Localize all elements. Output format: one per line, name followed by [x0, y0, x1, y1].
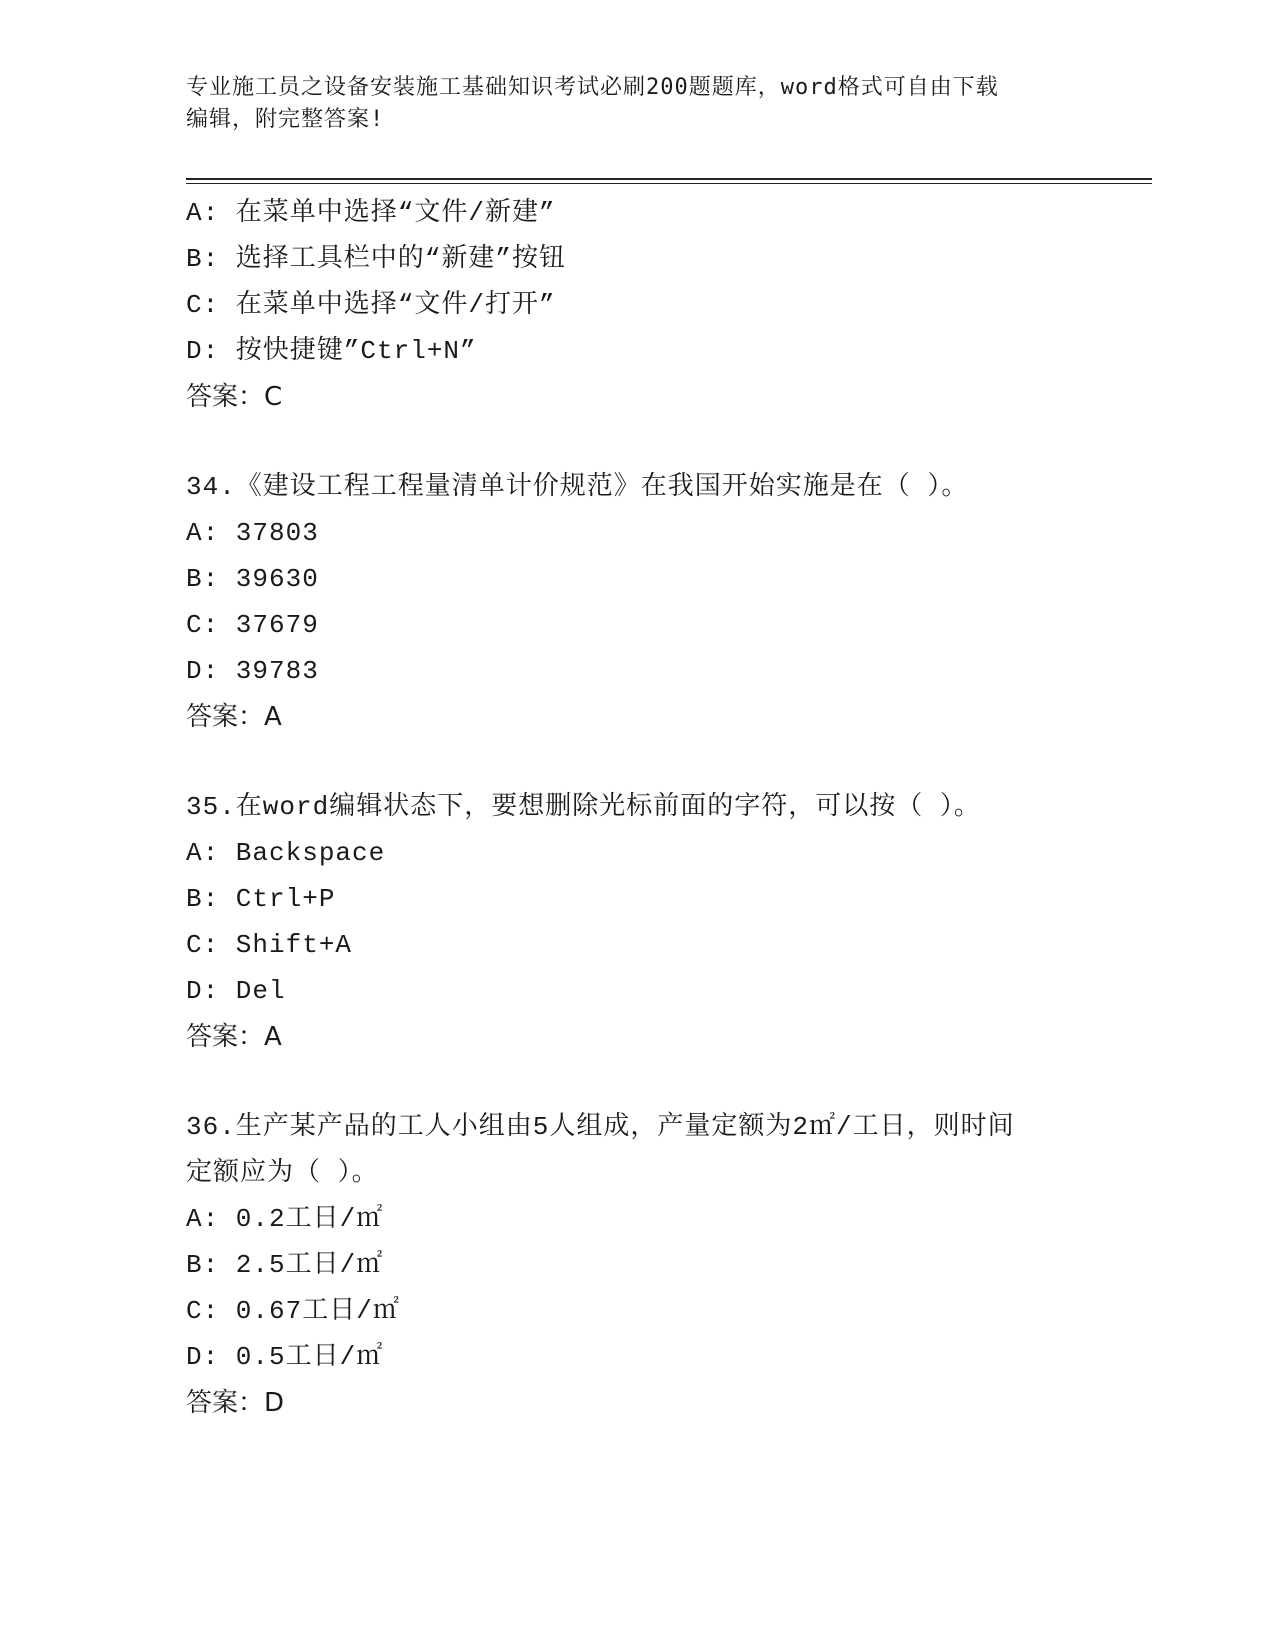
option-a: A: 0.2工日/㎡ — [186, 1204, 384, 1234]
answer: 答案：C — [186, 382, 283, 412]
question-text: 34.《建设工程工程量清单计价规范》在我国开始实施是在（ ）。 — [186, 472, 969, 502]
option-d: D: 0.5工日/㎡ — [186, 1342, 384, 1372]
header-title-line-2: 编辑，附完整答案! — [186, 107, 385, 132]
option-b: B: 选择工具栏中的“新建”按钮 — [186, 244, 567, 274]
question-content — [186, 190, 1086, 1426]
question-36 — [186, 1104, 1086, 1426]
question-spacer — [186, 1060, 1086, 1104]
option-d: D: 按快捷键”Ctrl+N” — [186, 336, 477, 366]
question-35 — [186, 784, 1086, 1060]
question-text-line-2: 定额应为（ ）。 — [186, 1158, 379, 1188]
option-c: C: 37679 — [186, 610, 319, 640]
option-b: B: 2.5工日/㎡ — [186, 1250, 384, 1280]
question-33 — [186, 190, 1086, 420]
option-d: D: Del — [186, 976, 286, 1006]
header-divider-thick — [186, 178, 1152, 180]
option-b: B: Ctrl+P — [186, 884, 336, 914]
answer: 答案：D — [186, 1388, 285, 1418]
header-divider-thin — [186, 183, 1152, 184]
question-spacer — [186, 420, 1086, 464]
answer: 答案：A — [186, 1022, 282, 1052]
question-text: 35.在word编辑状态下，要想删除光标前面的字符，可以按（ ）。 — [186, 792, 981, 822]
option-d: D: 39783 — [186, 656, 319, 686]
option-a: A: 在菜单中选择“文件/新建” — [186, 198, 556, 228]
option-a: A: 37803 — [186, 518, 319, 548]
header-title-line-1: 专业施工员之设备安装施工基础知识考试必刷200题题库，word格式可自由下载 — [186, 75, 999, 100]
option-c: C: Shift+A — [186, 930, 353, 960]
question-spacer — [186, 740, 1086, 784]
option-c: C: 在菜单中选择“文件/打开” — [186, 290, 556, 320]
answer: 答案：A — [186, 702, 282, 732]
question-34 — [186, 464, 1086, 740]
document-header — [186, 72, 1066, 136]
option-c: C: 0.67工日/㎡ — [186, 1296, 400, 1326]
option-b: B: 39630 — [186, 564, 319, 594]
question-text-line-1: 36.生产某产品的工人小组由5人组成，产量定额为2㎡/工日，则时间 — [186, 1112, 1015, 1142]
option-a: A: Backspace — [186, 838, 386, 868]
